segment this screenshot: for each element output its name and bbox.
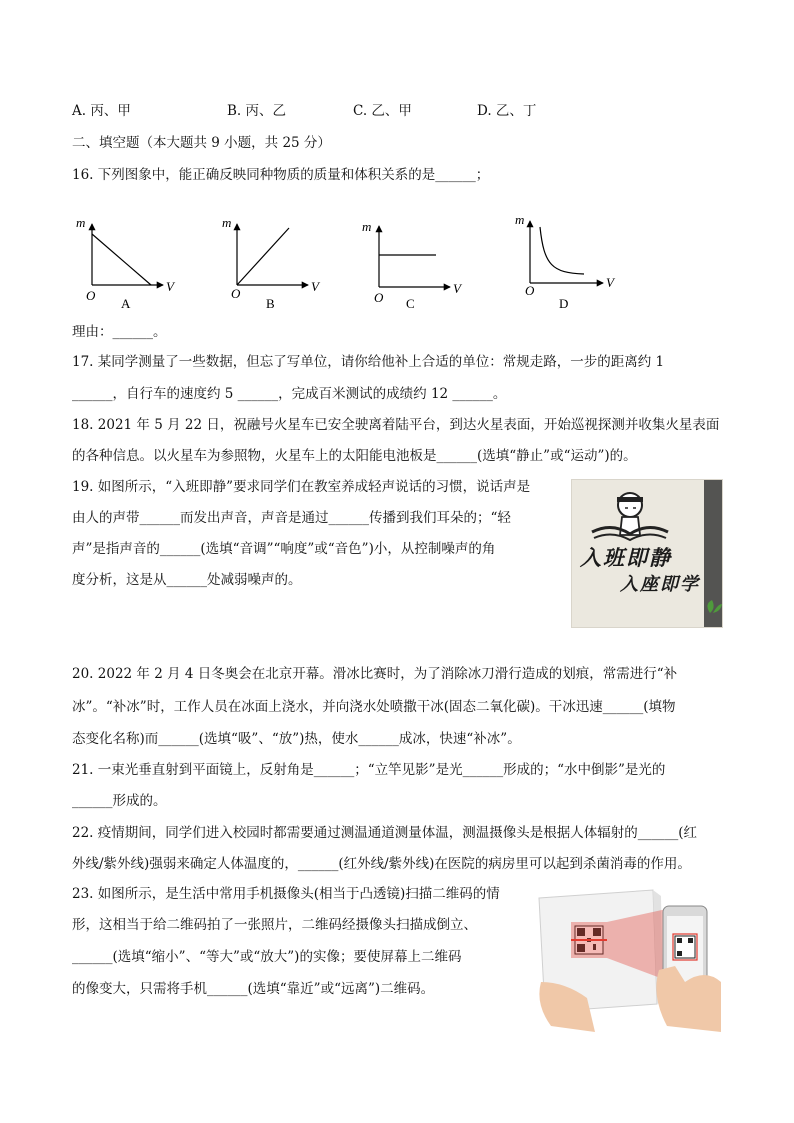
option-b: B. 丙、乙	[227, 103, 287, 119]
scan-illustration	[535, 886, 721, 1032]
q23-line3: ______(选填“缩小”、“等大”或“放大”)的实像；要使屏幕上二维码	[72, 949, 462, 965]
q19-line1: 19. 如图所示，“入班即静”要求同学们在教室养成轻声说话的习惯，说话声是	[72, 479, 531, 495]
graph-b-m: m	[222, 215, 232, 230]
q15-options	[72, 101, 672, 121]
q20-line3: 态变化名称)而______(选填“吸”、“放”)热，使水______成冰，快速“补冰”。	[72, 731, 521, 747]
graph-a-m: m	[76, 215, 86, 230]
graph-c-label: C	[406, 296, 415, 311]
graph-c	[362, 219, 463, 311]
graph-d-v: V	[606, 275, 614, 290]
option-a: A. 丙、甲	[72, 103, 131, 119]
q22-line1: 22. 疫情期间，同学们进入校园时都需要通过测温通道测量体温，测温摄像头是根据人体辐射的______(红	[72, 825, 698, 841]
q19-line4: 度分析，这是从______处减弱噪声的。	[72, 572, 302, 588]
q17-line2: ______，自行车的速度约 5 ______，完成百米测试的成绩约 12 ______。	[72, 386, 507, 402]
option-c: C. 乙、甲	[353, 103, 412, 119]
graph-b-o: O	[231, 286, 241, 301]
graph-b-label: B	[266, 296, 275, 311]
q19-line2: 由人的声带______而发出声音，声音是通过______传播到我们耳朵的；“轻	[72, 510, 511, 526]
graph-a-label: A	[121, 296, 131, 311]
graph-d	[515, 212, 616, 311]
section-heading: 二、填空题（本大题共 9 小题，共 25 分）	[72, 135, 331, 151]
q19-line3: 声”是指声音的______(选填“音调”“响度”或“音色”)小，从控制噪声的角	[72, 541, 496, 557]
q22-line2: 外线/紫外线)强弱来确定人体温度的，______(红外线/紫外线)在医院的病房里可以起到杀菌消毒的作用。	[72, 856, 691, 872]
q21-line2: ______形成的。	[72, 793, 167, 809]
q19-poster-image	[571, 479, 723, 628]
poster-text-1: 入班即静	[580, 545, 672, 570]
graph-d-label: D	[559, 296, 569, 311]
option-d: D. 乙、丁	[477, 103, 537, 119]
graph-a-v: V	[166, 279, 174, 294]
q20-line1: 20. 2022 年 2 月 4 日冬奥会在北京开幕。滑冰比赛时，为了消除冰刀滑行造成的划痕，常需进行“补	[72, 666, 678, 682]
graph-c-m: m	[362, 219, 372, 234]
q17-line1: 17. 某同学测量了一些数据，但忘了写单位，请你给他补上合适的单位：常规走路，一步的距离约 1	[72, 354, 665, 370]
graph-c-v: V	[453, 281, 461, 296]
q23-line1: 23. 如图所示，是生活中常用手机摄像头(相当于凸透镜)扫描二维码的情	[72, 886, 500, 902]
q16-stem: 16. 下列图象中，能正确反映同种物质的质量和体积关系的是______；	[72, 167, 490, 183]
graph-a-o: O	[86, 288, 96, 303]
graph-c-o: O	[374, 290, 384, 305]
graph-d-m: m	[515, 212, 525, 227]
q21-line1: 21. 一束光垂直射到平面镜上，反射角是______；“立竿见影”是光______形成的；“水中倒影”是光的	[72, 762, 666, 778]
q16-reason: 理由：______。	[72, 324, 167, 340]
q23-phone-scan-image	[535, 886, 721, 1032]
q18-line2: 的各种信息。以火星车为参照物，火星车上的太阳能电池板是______(选填“静止”或“运动”)的。	[72, 448, 637, 464]
q23-line4: 的像变大，只需将手机______(选填“靠近”或“远离”)二维码。	[72, 981, 435, 997]
q18-line1: 18. 2021 年 5 月 22 日，祝融号火星车已安全驶离着陆平台，到达火星表面，开始巡视探测并收集火星表面	[72, 417, 720, 433]
graph-a	[76, 215, 176, 311]
graph-b	[222, 215, 321, 311]
graph-b-v: V	[311, 279, 319, 294]
graph-d-o: O	[525, 283, 535, 298]
q23-line2: 形，这相当于给二维码拍了一张照片，二维码经摄像头扫描成倒立、	[72, 917, 477, 933]
poster-text-2: 入座即学	[620, 574, 700, 595]
q20-line2: 冰”。“补冰”时，工作人员在冰面上浇水，并向浇水处喷撒干冰(固态二氧化碳)。干冰迅速______(填物	[72, 699, 676, 715]
q16-graphs	[0, 207, 794, 317]
